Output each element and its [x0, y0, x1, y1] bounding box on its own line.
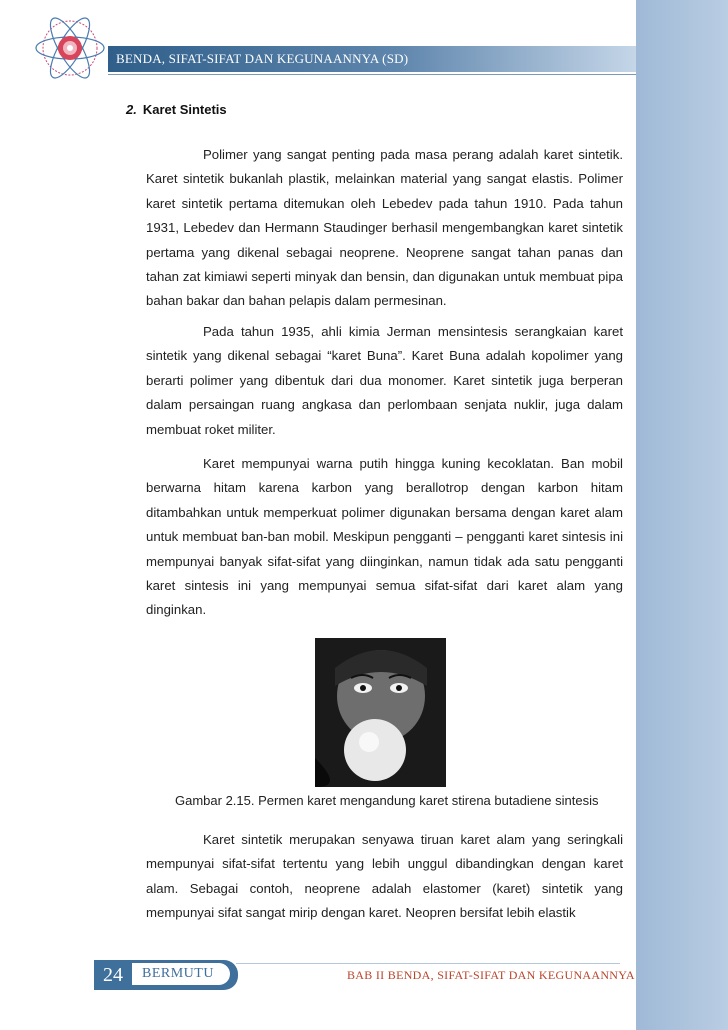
paragraph-1: Polimer yang sangat penting pada masa perang adalah karet sintetik. Karet sintetik bukanlah plastik, melainkan material yang sangat elastis. Polimer karet sintetik pertama ditemukan oleh Lebedev pada tahun 1910. Pada tahun 1931, Lebedev dan Hermann Staudinger berhasil mengembangkan karet sintetik pertama yang dikenal sebagai neoprene. Neoprene sangat tahan panas dan tahan zat kimiawi seperti minyak dan bensin, dan digunakan untuk membuat pipa bahan bakar dan bahan pelapis dalam permesinan. — [146, 147, 623, 309]
running-title: BENDA, SIFAT-SIFAT DAN KEGUNAANNYA (SD) — [116, 51, 409, 66]
section-title: Karet Sintetis — [142, 102, 227, 117]
paragraph-4: Karet sintetik merupakan senyawa tiruan karet alam yang seringkali mempunyai sifat-sifat tertentu yang lebih unggul dibandingkan dengan karet alam. Sebagai contoh, neoprene adalah elastomer (karet) sintetik yang mempunyai sifat sangat mirip dengan karet. Neopren bersifat lebih elastik — [146, 832, 623, 921]
series-label: BERMUTU — [142, 966, 214, 981]
paragraph-3: Karet mempunyai warna putih hingga kuning kecoklatan. Ban mobil berwarna hitam karena karbon yang berallotrop dengan karbon hitam ditambahkan untuk memperkuat polimer digunakan bersama dengan karet alam untuk membuat ban-ban mobil. Meskipun pengganti – pengganti karet sintesis ini mempunyai banyak sifat-sifat yang diinginkan, namun tidak ada satu pengganti karet sintesis ini yang mempunyai semua sifat-sifat dari karet alam yang dinginkan. — [146, 456, 623, 618]
side-strip — [636, 0, 728, 1030]
page-number: 24 — [103, 963, 123, 986]
footer-series-box — [132, 963, 230, 985]
figure-photo — [315, 638, 446, 787]
section-heading — [126, 102, 227, 117]
figure-caption: Gambar 2.15. Permen karet mengandung karet stirena butadiene sintesis — [175, 793, 599, 808]
running-header — [108, 46, 636, 72]
paragraph-2: Pada tahun 1935, ahli kimia Jerman mensintesis serangkaian karet sintetik yang dikenal sebagai “karet Buna”. Karet Buna adalah kopolimer yang berarti polimer yang dibentuk dari dua monomer. Karet sintetik juga berperan dalam persaingan ruang angkasa dan perlombaan senjata nuklir, juga dalam membuat roket militer. — [146, 324, 623, 437]
header-divider — [108, 74, 636, 75]
atom-emblem-icon — [34, 12, 106, 84]
chapter-title: BAB II BENDA, SIFAT-SIFAT DAN KEGUNAANNYA — [347, 968, 635, 982]
footer-divider — [236, 963, 620, 964]
section-number: 2. — [126, 102, 137, 117]
